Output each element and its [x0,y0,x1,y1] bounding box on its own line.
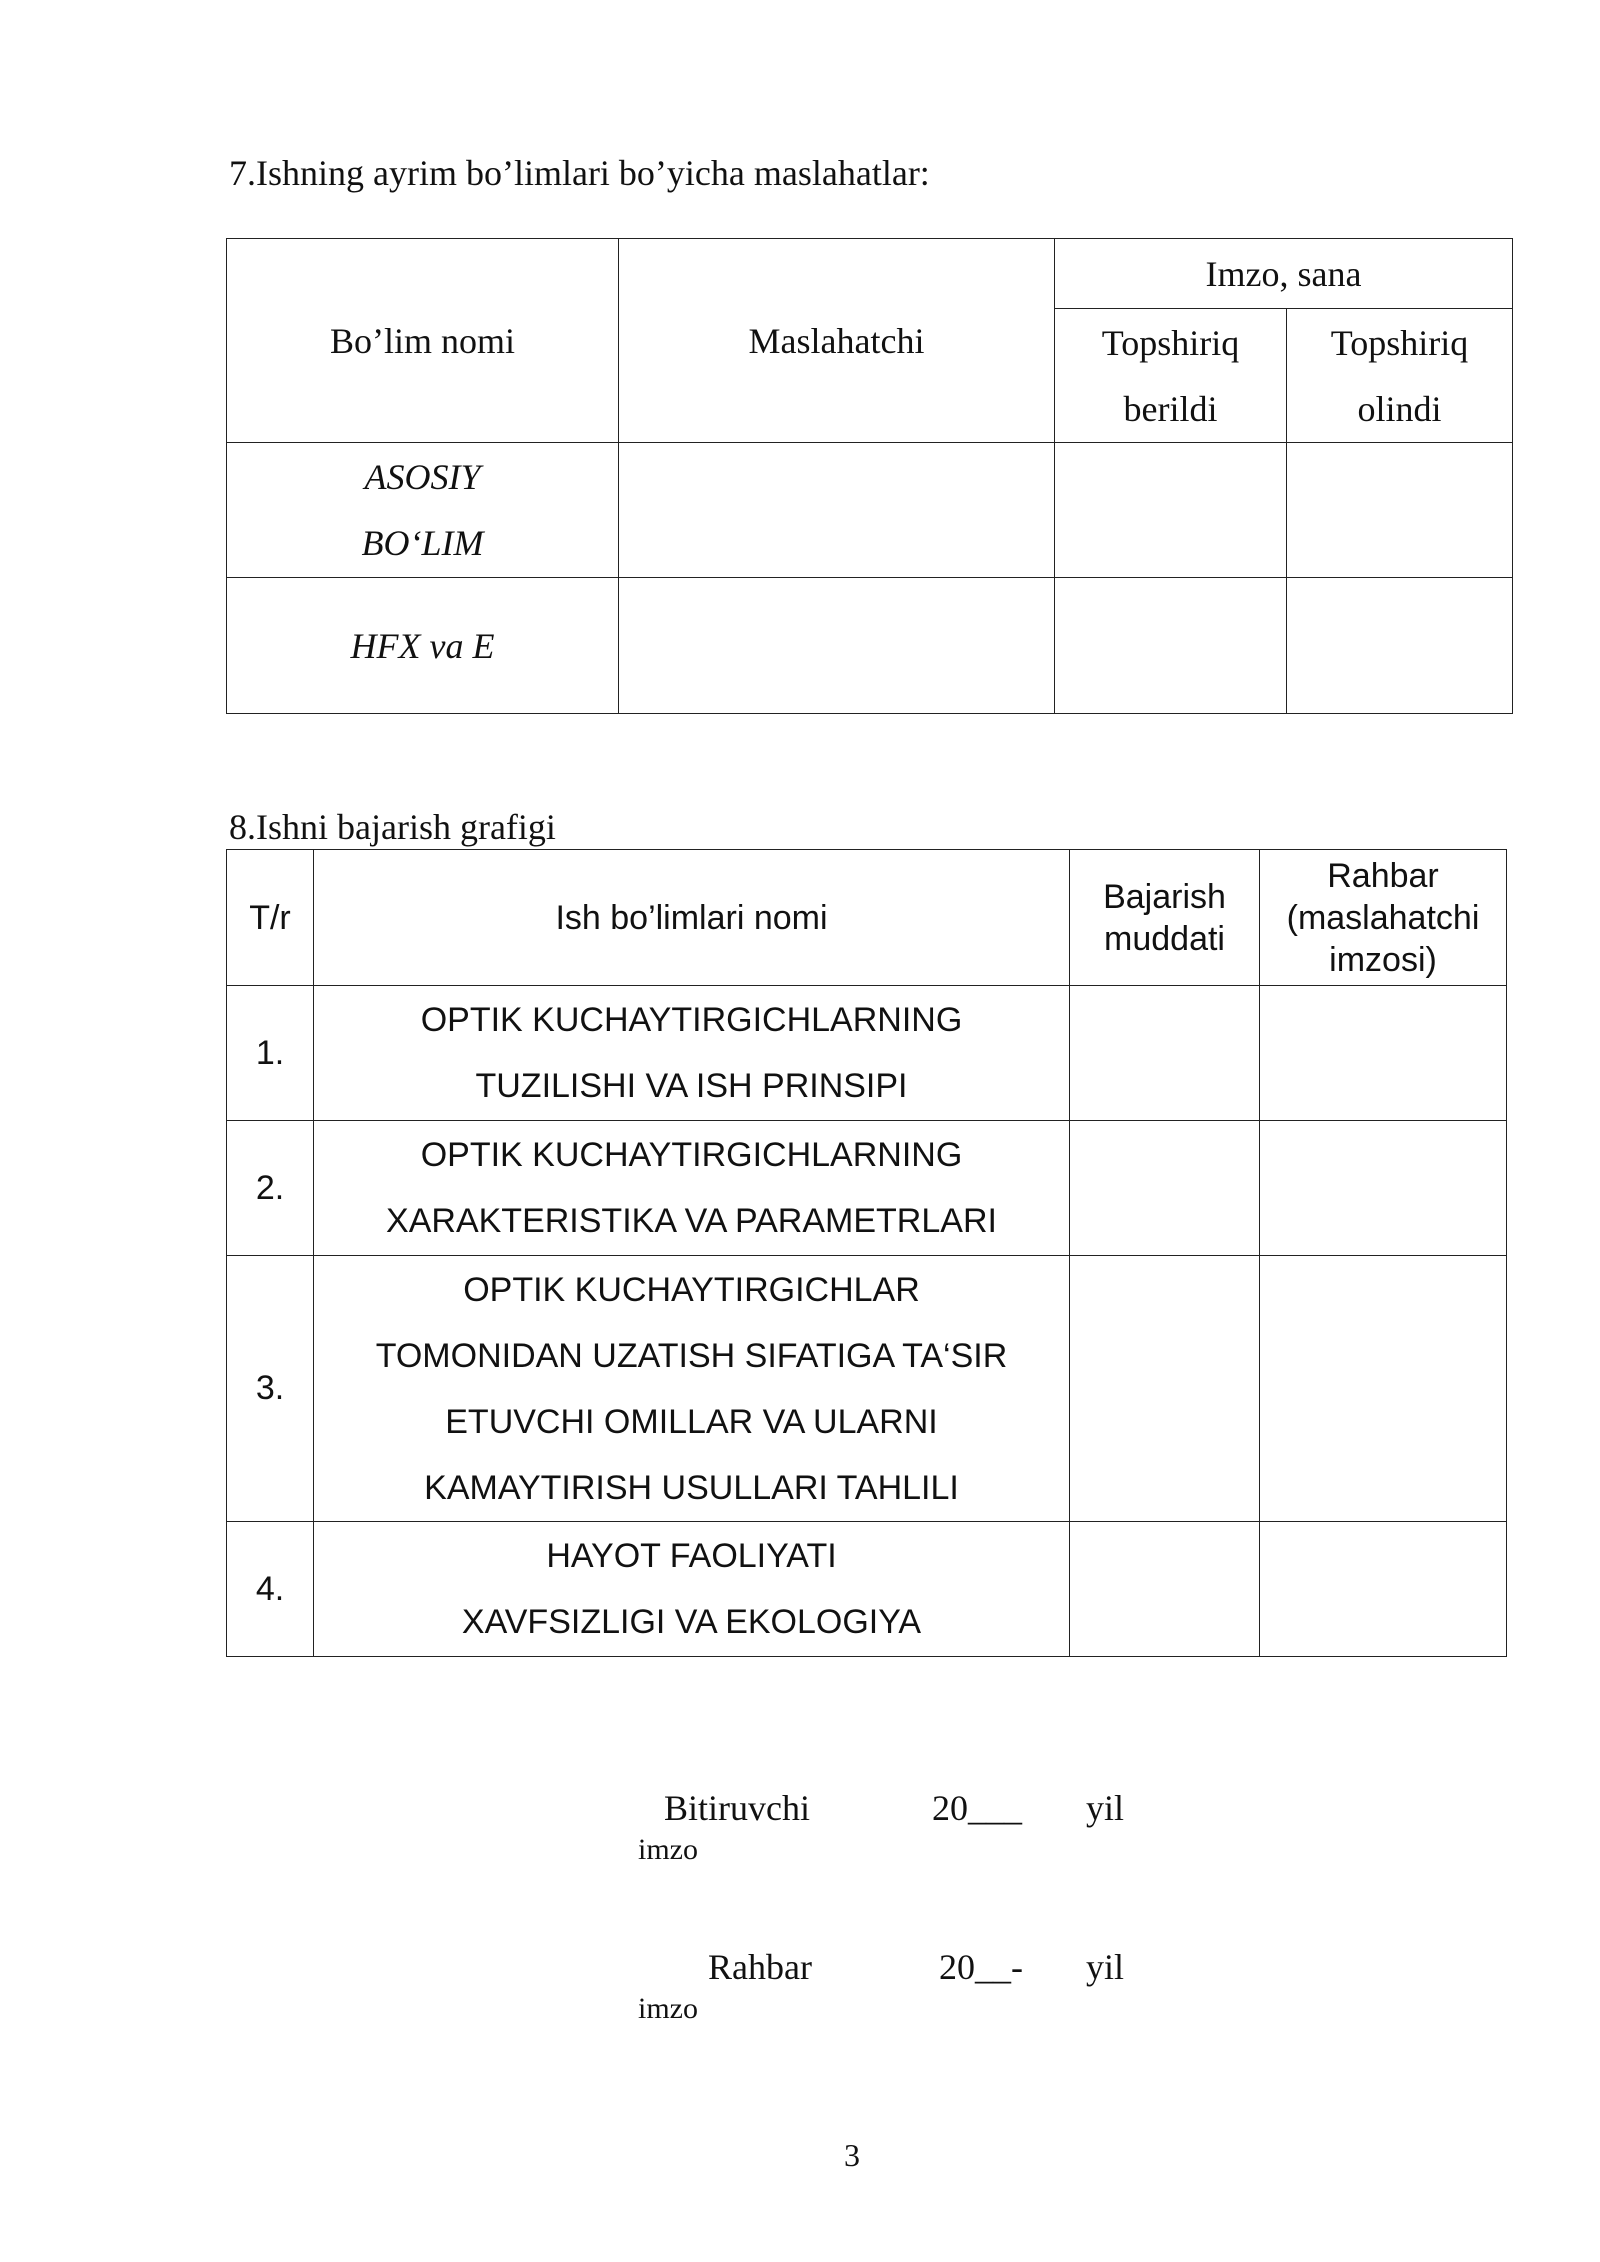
work-section-line: TOMONIDAN UZATISH SIFATIGA TA‘SIR [375,1336,1008,1375]
task-given-cell [1055,578,1287,714]
consultations-table [226,238,1513,714]
work-section-cell [314,1256,1070,1522]
col-header-task-given [1055,309,1287,443]
row-number: 3. [227,1256,314,1522]
work-section-line: TUZILISHI VA ISH PRINSIPI [475,1067,908,1105]
col-header-task-received [1287,309,1513,443]
section7-heading: 7.Ishning ayrim bo’limlari bo’yicha maslahatlar: [229,153,930,193]
table-row [227,986,1507,1121]
section-name-line1: ASOSIY [364,457,481,497]
supervisor-year: 20__- [939,1947,1023,1987]
deadline-line2: muddati [1104,919,1225,958]
deadline-line1: Bajarish [1103,877,1226,916]
schedule-table [226,849,1507,1657]
table-row [227,578,1513,714]
work-section-line: ETUVCHI OMILLAR VA ULARNI [445,1402,938,1441]
work-section-cell [314,986,1070,1121]
col-header-consultant [619,239,1055,443]
work-section-line: OPTIK KUCHAYTIRGICHLARNING [420,1001,963,1039]
task-given-cell [1055,443,1287,578]
col-header-work-section-label: Ish bo’limlari nomi [555,898,828,937]
signature-cell [1260,1256,1507,1522]
deadline-cell [1070,1522,1260,1657]
graduate-yil: yil [1086,1788,1125,1828]
col-header-deadline [1070,850,1260,986]
table-row [227,443,1513,578]
task-received-line2: olindi [1357,388,1442,429]
consultant-cell [619,578,1055,714]
deadline-cell [1070,986,1260,1121]
table-row [227,1522,1507,1657]
section8-heading: 8.Ishni bajarish grafigi [229,807,556,847]
consultant-cell [619,443,1055,578]
col-header-supervisor-signature [1260,850,1507,986]
graduate-role: Bitiruvchi [664,1788,810,1828]
table-row [227,1121,1507,1256]
supervisor-signature-line3: imzosi) [1329,940,1437,979]
page-number: 3 [844,2137,860,2173]
section-name-cell [227,443,619,578]
work-section-line: OPTIK KUCHAYTIRGICHLAR [463,1270,920,1309]
work-section-line: HAYOT FAOLIYATI [546,1537,837,1575]
task-received-cell [1287,578,1513,714]
col-header-consultant-label: Maslahatchi [748,320,925,361]
work-section-line: OPTIK KUCHAYTIRGICHLARNING [420,1136,963,1174]
supervisor-yil: yil [1086,1947,1125,1987]
work-section-cell [314,1121,1070,1256]
task-received-line1: Topshiriq [1330,322,1469,363]
task-received-cell [1287,443,1513,578]
row-number: 1. [227,986,314,1121]
signature-cell [1260,1522,1507,1657]
work-section-cell [314,1522,1070,1657]
section-name-cell [227,578,619,714]
col-header-number [227,850,314,986]
work-section-line: KAMAYTIRISH USULLARI TAHLILI [424,1468,959,1507]
col-header-work-section [314,850,1070,986]
supervisor-signature-line2: (maslahatchi [1286,898,1480,937]
row-number: 4. [227,1522,314,1657]
col-header-section-name-label: Bo’lim nomi [329,320,515,361]
deadline-cell [1070,1121,1260,1256]
section-name-line1: HFX va E [350,625,495,666]
col-header-signature-date [1055,239,1513,309]
graduate-year: 20___ [932,1788,1022,1828]
col-header-section-name [227,239,619,443]
signature-cell [1260,986,1507,1121]
graduate-signature-label: imzo [638,1833,698,1866]
supervisor-signature-line1: Rahbar [1327,856,1439,895]
work-section-line: XARAKTERISTIKA VA PARAMETRLARI [386,1202,997,1240]
supervisor-role: Rahbar [708,1947,812,1987]
col-header-number-label: T/r [249,898,291,937]
section-name-line2: BO‘LIM [361,523,484,563]
row-number: 2. [227,1121,314,1256]
deadline-cell [1070,1256,1260,1522]
table-row [227,1256,1507,1522]
col-header-signature-date-label: Imzo, sana [1205,253,1362,294]
task-given-line1: Topshiriq [1101,322,1240,363]
task-given-line2: berildi [1123,388,1218,429]
signature-cell [1260,1121,1507,1256]
work-section-line: XAVFSIZLIGI VA EKOLOGIYA [461,1603,922,1641]
supervisor-signature-label: imzo [638,1992,698,2025]
